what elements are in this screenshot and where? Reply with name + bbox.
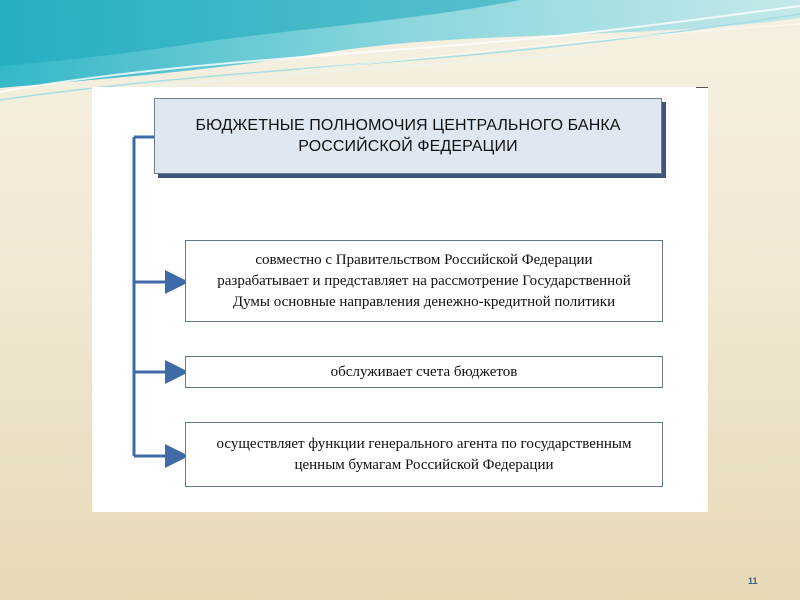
item-box-policy: совместно с Правительством Российской Федерации разрабатывает и представляет на рассмотрение Государственной Думы основные направления денежно-кредитной политики (185, 240, 663, 322)
diagram-title: БЮДЖЕТНЫЕ ПОЛНОМОЧИЯ ЦЕНТРАЛЬНОГО БАНКА РОССИЙСКОЙ ФЕДЕРАЦИИ (154, 98, 662, 174)
item-box-budget-accounts: обслуживает счета бюджетов (185, 356, 663, 388)
page-number: 11 (748, 576, 758, 586)
corner-mark (696, 87, 708, 88)
item-box-securities-agent: осуществляет функции генерального агента по государственным ценным бумагам Российской Федерации (185, 422, 663, 487)
